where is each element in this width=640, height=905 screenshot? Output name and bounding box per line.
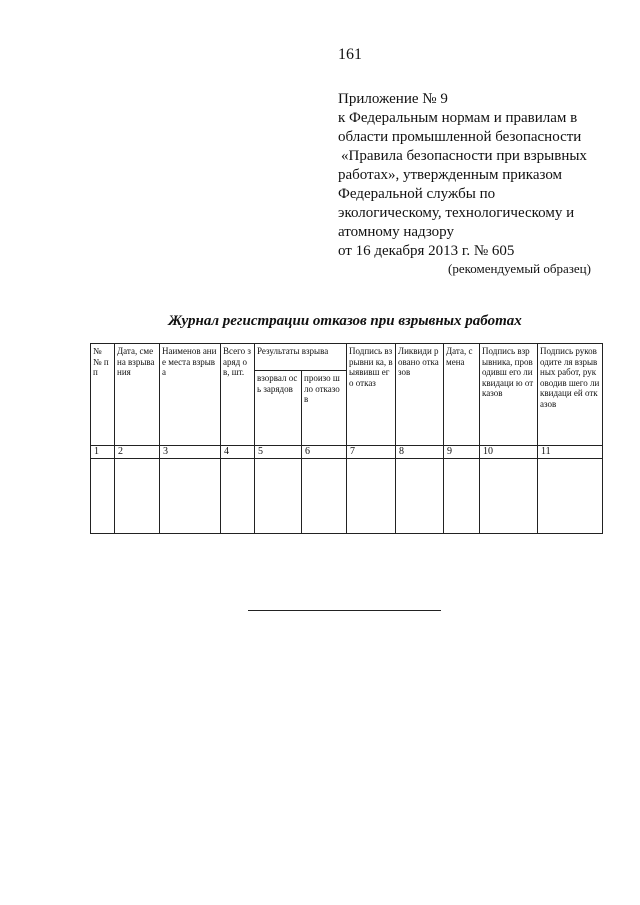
- column-number: 4: [221, 446, 255, 459]
- appendix-line: от 16 декабря 2013 г. № 605: [338, 243, 515, 259]
- table-cell: [396, 459, 444, 534]
- table-cell: [480, 459, 538, 534]
- appendix-line: к Федеральным нормам и правилам в: [338, 110, 578, 126]
- header-cell-date-shift-2: Дата, смена: [444, 344, 480, 446]
- header-cell-eliminated-failures: Ликвиди ровано отказов: [396, 344, 444, 446]
- column-number: 7: [347, 446, 396, 459]
- appendix-line: экологическому, технологическому и: [338, 205, 575, 221]
- journal-title: Журнал регистрации отказов при взрывных работах: [168, 313, 522, 329]
- divider-line: [248, 610, 441, 611]
- column-number: 2: [115, 446, 160, 459]
- table-cell: [221, 459, 255, 534]
- table-cell: [160, 459, 221, 534]
- column-number: 3: [160, 446, 221, 459]
- journal-table: [90, 343, 603, 534]
- column-number: 8: [396, 446, 444, 459]
- appendix-line: области промышленной безопасности: [338, 129, 582, 145]
- table-cell: [444, 459, 480, 534]
- header-cell-date-shift: Дата, смена взрыва ния: [115, 344, 160, 446]
- header-cell-failures-occurred: произо шло отказов: [302, 371, 347, 446]
- column-number: 5: [255, 446, 302, 459]
- table-row: [91, 459, 603, 534]
- column-number: 1: [91, 446, 115, 459]
- appendix-line: «Правила безопасности при взрывных: [341, 148, 587, 164]
- header-cell-exploded-charges: взорвал ось зарядов: [255, 371, 302, 446]
- column-number: 9: [444, 446, 480, 459]
- appendix-line: Федеральной службы по: [338, 186, 496, 202]
- header-cell-manager-signature: Подпись руководите ля взрывных работ, руководив шего ликвидаци ей отказов: [538, 344, 603, 446]
- column-number: 6: [302, 446, 347, 459]
- table-cell: [538, 459, 603, 534]
- column-number-row: [91, 446, 603, 459]
- header-row: [91, 344, 603, 371]
- column-number: 10: [480, 446, 538, 459]
- header-cell-number: № № пп: [91, 344, 115, 446]
- table-cell: [347, 459, 396, 534]
- appendix-header: [338, 90, 628, 261]
- header-cell-blast-location: Наименов ание места взрыва: [160, 344, 221, 446]
- appendix-line: Приложение № 9: [338, 91, 448, 107]
- table-cell: [302, 459, 347, 534]
- appendix-line: атомному надзору: [338, 224, 454, 240]
- column-number: 11: [538, 446, 603, 459]
- page-number: 161: [338, 46, 362, 63]
- appendix-line: работах», утвержденным приказом: [338, 167, 563, 183]
- recommended-sample-note: (рекомендуемый образец): [448, 261, 591, 276]
- header-cell-elimination-signature: Подпись взрывника, проводивш его ликвидаци ю отказов: [480, 344, 538, 446]
- header-cell-total-charges: Всего заряд ов, шт.: [221, 344, 255, 446]
- table-cell: [115, 459, 160, 534]
- table-cell: [91, 459, 115, 534]
- header-cell-blaster-signature: Подпись взрывни ка, выявивш его отказ: [347, 344, 396, 446]
- header-cell-blast-results: Результаты взрыва: [255, 344, 347, 371]
- table-cell: [255, 459, 302, 534]
